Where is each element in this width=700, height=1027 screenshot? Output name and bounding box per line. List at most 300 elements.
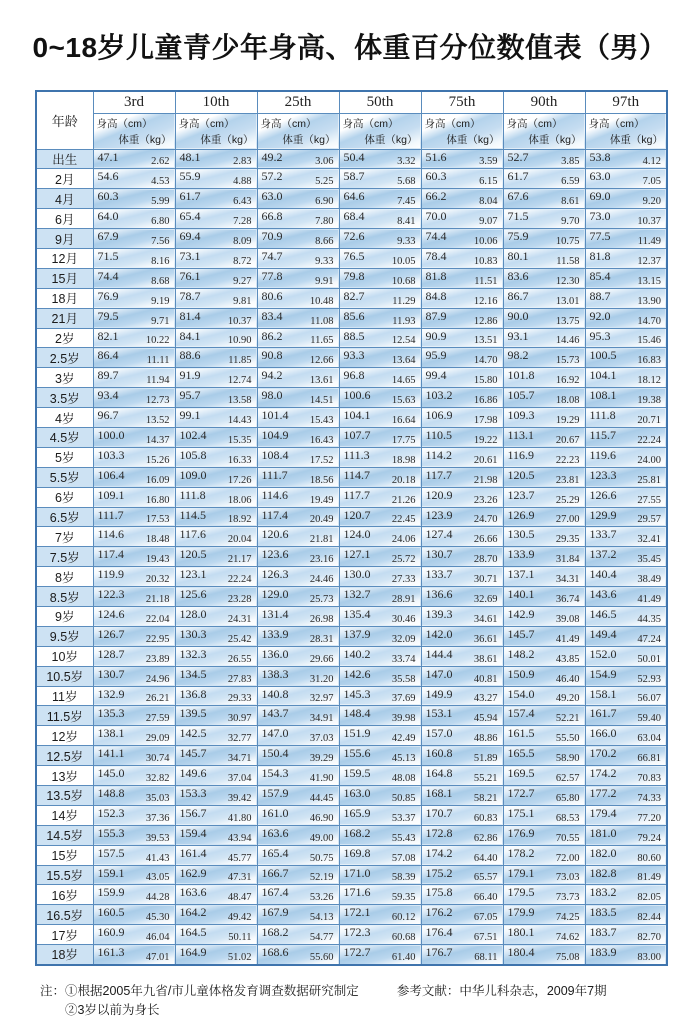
height-value: 96.8	[343, 368, 365, 383]
weight-value: 19.38	[637, 395, 661, 407]
height-weight-cell	[175, 408, 257, 428]
height-value: 114.5	[179, 507, 207, 522]
height-weight-cell	[503, 507, 585, 527]
weight-value: 22.45	[391, 514, 416, 526]
height-value: 117.6	[179, 527, 207, 542]
height-weight-cell	[339, 209, 421, 229]
weight-value: 25.72	[391, 554, 416, 566]
height-weight-cell	[503, 149, 585, 169]
height-value: 175.2	[425, 865, 453, 880]
height-weight-cell	[175, 229, 257, 249]
weight-value: 4.88	[233, 176, 252, 188]
table-row	[36, 885, 667, 905]
height-value: 117.7	[343, 487, 371, 502]
height-weight-cell	[421, 348, 503, 368]
height-weight-cell	[503, 606, 585, 626]
height-weight-cell	[257, 368, 339, 388]
height-value: 133.9	[507, 547, 535, 562]
height-value: 140.2	[343, 646, 371, 661]
measure-header-cell	[421, 113, 503, 149]
height-weight-cell	[175, 626, 257, 646]
height-weight-cell	[503, 766, 585, 786]
age-cell: 18岁	[36, 945, 93, 965]
height-weight-cell	[503, 706, 585, 726]
table-row	[36, 746, 667, 766]
table-row	[36, 726, 667, 746]
height-value: 93.3	[343, 348, 365, 363]
height-value: 130.7	[425, 547, 453, 562]
height-label: 身高（cm）	[342, 117, 399, 130]
height-weight-cell	[503, 328, 585, 348]
height-value: 90.0	[507, 308, 529, 323]
height-weight-cell	[257, 726, 339, 746]
height-weight-cell	[421, 229, 503, 249]
weight-value: 7.05	[642, 176, 661, 188]
weight-value: 18.98	[391, 454, 416, 466]
height-value: 99.4	[425, 368, 447, 383]
height-weight-cell	[93, 805, 175, 825]
weight-value: 11.29	[392, 295, 416, 307]
height-value: 183.7	[589, 925, 617, 940]
height-weight-cell	[339, 865, 421, 885]
height-weight-cell	[421, 467, 503, 487]
weight-value: 16.86	[473, 395, 498, 407]
height-weight-cell	[585, 786, 667, 806]
height-value: 149.4	[589, 626, 617, 641]
height-weight-cell	[421, 149, 503, 169]
height-label: 身高（cm）	[588, 117, 645, 130]
height-value: 147.0	[425, 666, 453, 681]
height-weight-cell	[339, 945, 421, 965]
weight-value: 27.83	[227, 673, 252, 685]
page-title: 0~18岁儿童青少年身高、体重百分位数值表（男）	[32, 32, 668, 63]
weight-value: 22.23	[555, 454, 580, 466]
weight-value: 21.17	[227, 554, 252, 566]
height-value: 176.4	[425, 925, 453, 940]
weight-value: 12.74	[227, 375, 252, 387]
height-weight-cell	[93, 487, 175, 507]
height-weight-cell	[93, 587, 175, 607]
table-row	[36, 606, 667, 626]
weight-value: 12.54	[391, 335, 416, 347]
height-weight-cell	[503, 567, 585, 587]
height-value: 123.9	[425, 507, 453, 522]
height-label: 身高（cm）	[506, 117, 563, 130]
height-value: 161.5	[507, 726, 535, 741]
height-weight-cell	[175, 169, 257, 189]
height-value: 117.4	[97, 547, 125, 562]
height-weight-cell	[503, 547, 585, 567]
weight-value: 47.31	[227, 872, 252, 884]
height-value: 172.7	[507, 786, 535, 800]
height-weight-cell	[421, 209, 503, 229]
height-value: 95.3	[589, 328, 611, 343]
height-value: 63.0	[261, 189, 283, 204]
height-weight-cell	[421, 885, 503, 905]
height-weight-cell	[421, 547, 503, 567]
weight-value: 20.04	[227, 534, 252, 546]
weight-value: 3.85	[561, 156, 580, 168]
weight-value: 6.80	[151, 216, 170, 228]
table-row	[36, 905, 667, 925]
height-value: 136.8	[179, 686, 207, 701]
weight-value: 15.63	[391, 395, 416, 407]
weight-value: 43.85	[555, 653, 580, 665]
weight-value: 5.25	[315, 176, 334, 188]
height-value: 102.4	[179, 427, 207, 442]
height-weight-cell	[175, 606, 257, 626]
table-header	[36, 91, 667, 149]
height-value: 106.4	[97, 467, 125, 482]
age-cell: 7.5岁	[36, 547, 93, 567]
height-weight-cell	[585, 189, 667, 209]
height-value: 137.2	[589, 547, 617, 562]
height-weight-cell	[93, 467, 175, 487]
weight-value: 5.99	[151, 196, 170, 208]
height-weight-cell	[257, 527, 339, 547]
height-value: 123.1	[179, 567, 207, 582]
weight-value: 73.73	[555, 892, 580, 904]
height-value: 73.1	[179, 248, 201, 263]
height-value: 168.1	[425, 786, 453, 800]
weight-value: 12.30	[555, 275, 580, 287]
height-weight-cell	[339, 626, 421, 646]
weight-value: 16.43	[309, 434, 334, 446]
height-weight-cell	[339, 666, 421, 686]
height-weight-cell	[585, 288, 667, 308]
weight-value: 32.09	[391, 633, 416, 645]
weight-value: 14.43	[227, 414, 252, 426]
height-value: 91.9	[179, 368, 201, 383]
height-value: 145.7	[179, 746, 207, 761]
height-weight-cell	[421, 746, 503, 766]
height-weight-cell	[175, 805, 257, 825]
height-value: 136.0	[261, 646, 289, 661]
height-weight-cell	[503, 646, 585, 666]
height-weight-cell	[503, 268, 585, 288]
table-row	[36, 507, 667, 527]
height-value: 132.3	[179, 646, 207, 661]
height-weight-cell	[93, 507, 175, 527]
weight-value: 19.43	[145, 554, 170, 566]
weight-value: 12.86	[473, 315, 498, 327]
height-value: 163.6	[261, 825, 289, 840]
weight-value: 15.43	[309, 414, 334, 426]
height-value: 64.6	[343, 189, 365, 204]
height-value: 114.2	[425, 447, 453, 462]
height-value: 64.0	[97, 209, 119, 224]
height-weight-cell	[93, 149, 175, 169]
height-weight-cell	[503, 805, 585, 825]
height-weight-cell	[421, 527, 503, 547]
height-weight-cell	[175, 766, 257, 786]
weight-value: 19.22	[473, 434, 498, 446]
weight-value: 10.68	[391, 275, 416, 287]
weight-value: 20.67	[555, 434, 580, 446]
height-weight-cell	[175, 149, 257, 169]
height-weight-cell	[421, 666, 503, 686]
height-value: 150.9	[507, 666, 535, 681]
height-value: 120.5	[179, 547, 207, 562]
weight-value: 11.58	[556, 255, 580, 267]
weight-value: 30.74	[145, 753, 170, 765]
height-weight-cell	[93, 865, 175, 885]
weight-value: 32.77	[227, 733, 252, 745]
weight-value: 23.16	[309, 554, 334, 566]
weight-value: 26.98	[309, 613, 334, 625]
age-cell: 13岁	[36, 766, 93, 786]
height-value: 126.3	[261, 567, 289, 582]
weight-value: 13.75	[555, 315, 580, 327]
weight-value: 82.44	[637, 912, 661, 924]
height-value: 168.2	[261, 925, 289, 940]
weight-value: 11.49	[637, 235, 661, 247]
height-value: 75.9	[507, 229, 529, 244]
table-row	[36, 229, 667, 249]
height-weight-cell	[93, 209, 175, 229]
height-weight-cell	[585, 766, 667, 786]
age-cell: 21月	[36, 308, 93, 328]
weight-value: 43.27	[473, 693, 498, 705]
height-value: 169.5	[507, 766, 535, 781]
measure-header-cell	[339, 113, 421, 149]
height-value: 100.0	[97, 427, 125, 442]
weight-value: 17.52	[309, 454, 334, 466]
height-value: 182.0	[589, 845, 617, 860]
weight-value: 39.29	[309, 753, 334, 765]
weight-value: 11.51	[474, 275, 498, 287]
height-value: 117.4	[261, 507, 289, 522]
weight-value: 29.35	[555, 534, 580, 546]
weight-value: 72.00	[555, 852, 580, 864]
height-weight-cell	[93, 427, 175, 447]
height-value: 128.7	[97, 646, 125, 661]
height-weight-cell	[257, 686, 339, 706]
weight-value: 31.84	[555, 554, 580, 566]
height-weight-cell	[175, 447, 257, 467]
height-weight-cell	[93, 905, 175, 925]
height-value: 161.7	[589, 706, 617, 721]
measure-header-cell	[257, 113, 339, 149]
percentile-header: 97th	[585, 91, 667, 113]
height-value: 111.8	[589, 408, 616, 423]
measure-header-row	[36, 113, 667, 149]
height-value: 145.7	[507, 626, 535, 641]
height-weight-cell	[175, 706, 257, 726]
notes-block	[40, 982, 359, 1021]
weight-value: 30.97	[227, 713, 252, 725]
height-weight-cell	[175, 209, 257, 229]
height-value: 161.3	[97, 945, 125, 960]
height-weight-cell	[175, 646, 257, 666]
age-cell: 出生	[36, 149, 93, 169]
height-value: 140.4	[589, 567, 617, 582]
weight-value: 39.42	[227, 792, 252, 804]
height-weight-cell	[93, 447, 175, 467]
height-value: 68.4	[343, 209, 365, 224]
age-cell: 12岁	[36, 726, 93, 746]
weight-value: 48.47	[227, 892, 252, 904]
weight-value: 10.90	[227, 335, 252, 347]
weight-value: 37.03	[309, 733, 334, 745]
height-weight-cell	[585, 865, 667, 885]
height-weight-cell	[421, 328, 503, 348]
height-value: 132.9	[97, 686, 125, 701]
height-value: 57.2	[261, 169, 283, 184]
weight-value: 21.18	[145, 593, 170, 605]
weight-value: 65.80	[555, 792, 580, 804]
height-value: 132.7	[343, 587, 371, 602]
height-weight-cell	[175, 268, 257, 288]
weight-value: 17.75	[391, 434, 416, 446]
weight-value: 32.82	[145, 773, 170, 784]
height-weight-cell	[421, 686, 503, 706]
weight-value: 57.08	[391, 852, 416, 864]
height-weight-cell	[257, 348, 339, 368]
reference-text: 参考文献：中华儿科杂志，2009年7期	[396, 984, 607, 998]
weight-value: 16.80	[145, 494, 170, 506]
height-weight-cell	[257, 945, 339, 965]
height-value: 52.7	[507, 149, 529, 164]
height-weight-cell	[339, 487, 421, 507]
weight-value: 41.49	[555, 633, 580, 645]
height-value: 77.5	[589, 229, 611, 244]
height-value: 135.3	[97, 706, 125, 721]
height-value: 113.1	[507, 427, 535, 442]
height-weight-cell	[339, 905, 421, 925]
height-value: 120.7	[343, 507, 371, 522]
height-weight-cell	[421, 189, 503, 209]
weight-value: 20.61	[473, 454, 498, 466]
height-value: 83.6	[507, 268, 529, 283]
height-value: 119.9	[97, 567, 125, 582]
height-value: 98.0	[261, 388, 283, 403]
age-cell: 16.5岁	[36, 905, 93, 925]
weight-value: 74.62	[555, 932, 580, 944]
height-value: 131.4	[261, 606, 289, 621]
height-weight-cell	[257, 149, 339, 169]
height-weight-cell	[93, 308, 175, 328]
age-cell: 16岁	[36, 885, 93, 905]
height-weight-cell	[339, 686, 421, 706]
table-row	[36, 467, 667, 487]
weight-value: 27.33	[391, 574, 416, 586]
height-value: 142.0	[425, 626, 453, 641]
weight-value: 67.05	[473, 912, 498, 924]
weight-value: 31.20	[309, 673, 334, 685]
height-value: 143.7	[261, 706, 289, 721]
height-value: 169.8	[343, 845, 371, 860]
height-value: 66.2	[425, 189, 447, 204]
weight-value: 14.46	[555, 335, 580, 347]
height-value: 170.7	[425, 805, 453, 820]
height-weight-cell	[503, 368, 585, 388]
height-weight-cell	[339, 427, 421, 447]
age-cell: 18月	[36, 288, 93, 308]
height-value: 111.3	[343, 447, 370, 462]
table-row	[36, 169, 667, 189]
height-value: 167.4	[261, 885, 289, 900]
weight-value: 41.90	[309, 773, 334, 784]
percentile-header: 75th	[421, 91, 503, 113]
height-value: 89.7	[97, 368, 119, 383]
height-value: 176.7	[425, 945, 453, 960]
age-cell: 9.5岁	[36, 626, 93, 646]
weight-value: 18.08	[555, 395, 580, 407]
weight-value: 49.00	[309, 832, 334, 844]
height-weight-cell	[257, 248, 339, 268]
weight-value: 10.05	[391, 255, 416, 267]
height-weight-cell	[175, 945, 257, 965]
table-row	[36, 268, 667, 288]
height-weight-cell	[175, 587, 257, 607]
weight-value: 39.53	[145, 832, 170, 844]
weight-value: 18.06	[227, 494, 252, 506]
weight-value: 9.91	[315, 275, 334, 287]
height-weight-cell	[585, 686, 667, 706]
height-value: 69.4	[179, 229, 201, 244]
height-weight-cell	[421, 487, 503, 507]
weight-value: 3.06	[315, 156, 334, 168]
height-weight-cell	[339, 328, 421, 348]
weight-value: 12.73	[145, 395, 170, 407]
weight-value: 58.90	[555, 753, 580, 765]
weight-value: 21.26	[391, 494, 416, 506]
percentile-header: 90th	[503, 91, 585, 113]
weight-value: 54.77	[309, 932, 334, 944]
height-value: 176.9	[507, 825, 535, 840]
height-value: 108.4	[261, 447, 289, 462]
height-value: 150.4	[261, 746, 289, 761]
weight-value: 67.51	[473, 932, 498, 944]
weight-label: 体重（kg）	[118, 133, 172, 146]
height-weight-cell	[257, 606, 339, 626]
weight-value: 29.57	[637, 514, 661, 526]
age-cell: 14.5岁	[36, 825, 93, 845]
height-weight-cell	[421, 626, 503, 646]
height-weight-cell	[257, 487, 339, 507]
weight-value: 55.43	[391, 832, 416, 844]
age-cell: 2.5岁	[36, 348, 93, 368]
height-value: 163.6	[179, 885, 207, 900]
weight-value: 68.53	[555, 812, 580, 824]
age-cell: 10岁	[36, 646, 93, 666]
height-value: 79.8	[343, 268, 365, 283]
height-weight-cell	[175, 925, 257, 945]
height-weight-cell	[93, 885, 175, 905]
age-cell: 14岁	[36, 805, 93, 825]
height-value: 73.0	[589, 209, 611, 224]
weight-value: 66.81	[637, 753, 661, 765]
height-value: 94.2	[261, 368, 283, 383]
weight-value: 32.41	[637, 534, 661, 546]
age-cell: 12月	[36, 248, 93, 268]
height-value: 110.5	[425, 427, 453, 442]
height-value: 144.4	[425, 646, 453, 661]
table-row	[36, 308, 667, 328]
weight-value: 12.66	[309, 355, 334, 367]
height-weight-cell	[257, 328, 339, 348]
age-cell: 10.5岁	[36, 666, 93, 686]
height-weight-cell	[175, 189, 257, 209]
weight-value: 74.33	[637, 792, 661, 804]
weight-value: 55.60	[309, 951, 334, 963]
measure-header-cell	[93, 113, 175, 149]
height-value: 136.6	[425, 587, 453, 602]
age-cell: 2岁	[36, 328, 93, 348]
height-weight-cell	[93, 606, 175, 626]
height-value: 95.9	[425, 348, 447, 363]
